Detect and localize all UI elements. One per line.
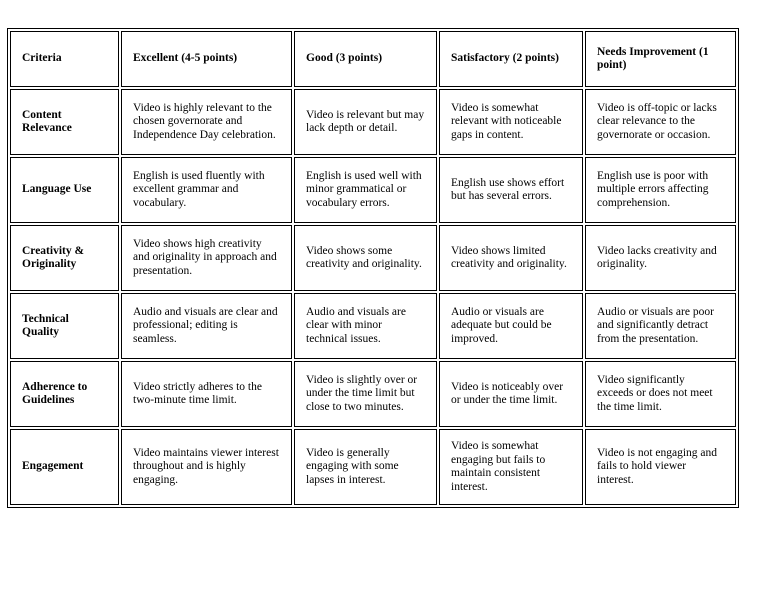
needs-improvement-cell: Video significantly exceeds or does not meet the time limit. (585, 361, 736, 427)
rubric-table (7, 28, 739, 508)
criterion-cell: Language Use (10, 157, 119, 223)
good-cell: Video is slightly over or under the time limit but close to two minutes. (294, 361, 437, 427)
needs-improvement-cell: Video is off-topic or lacks clear relevance to the governorate or occasion. (585, 89, 736, 155)
good-cell: Video is generally engaging with some lapses in interest. (294, 429, 437, 505)
good-cell: Audio and visuals are clear with minor technical issues. (294, 293, 437, 359)
table-row (10, 293, 736, 359)
header-satisfactory: Satisfactory (2 points) (439, 31, 583, 87)
excellent-cell: Video is highly relevant to the chosen governorate and Independence Day celebration. (121, 89, 292, 155)
satisfactory-cell: Audio or visuals are adequate but could be improved. (439, 293, 583, 359)
needs-improvement-cell: Audio or visuals are poor and significantly detract from the presentation. (585, 293, 736, 359)
good-cell: Video is relevant but may lack depth or detail. (294, 89, 437, 155)
criterion-cell: Creativity & Originality (10, 225, 119, 291)
satisfactory-cell: English use shows effort but has several errors. (439, 157, 583, 223)
excellent-cell: Video maintains viewer interest throughout and is highly engaging. (121, 429, 292, 505)
table-header-row (10, 31, 736, 87)
satisfactory-cell: Video is noticeably over or under the time limit. (439, 361, 583, 427)
criterion-cell: Engagement (10, 429, 119, 505)
needs-improvement-cell: English use is poor with multiple errors affecting comprehension. (585, 157, 736, 223)
satisfactory-cell: Video shows limited creativity and originality. (439, 225, 583, 291)
table-row (10, 225, 736, 291)
table-row (10, 429, 736, 505)
header-needs-improvement: Needs Improvement (1 point) (585, 31, 736, 87)
good-cell: Video shows some creativity and originality. (294, 225, 437, 291)
table-row (10, 361, 736, 427)
rubric-container (7, 28, 739, 508)
excellent-cell: Video strictly adheres to the two-minute time limit. (121, 361, 292, 427)
criterion-cell: Adherence to Guidelines (10, 361, 119, 427)
table-row (10, 157, 736, 223)
header-excellent: Excellent (4-5 points) (121, 31, 292, 87)
needs-improvement-cell: Video lacks creativity and originality. (585, 225, 736, 291)
satisfactory-cell: Video is somewhat relevant with noticeable gaps in content. (439, 89, 583, 155)
header-criteria: Criteria (10, 31, 119, 87)
excellent-cell: Audio and visuals are clear and professional; editing is seamless. (121, 293, 292, 359)
excellent-cell: Video shows high creativity and originality in approach and presentation. (121, 225, 292, 291)
criterion-cell: Content Relevance (10, 89, 119, 155)
table-row (10, 89, 736, 155)
good-cell: English is used well with minor grammatical or vocabulary errors. (294, 157, 437, 223)
header-good: Good (3 points) (294, 31, 437, 87)
needs-improvement-cell: Video is not engaging and fails to hold viewer interest. (585, 429, 736, 505)
criterion-cell: Technical Quality (10, 293, 119, 359)
satisfactory-cell: Video is somewhat engaging but fails to maintain consistent interest. (439, 429, 583, 505)
excellent-cell: English is used fluently with excellent grammar and vocabulary. (121, 157, 292, 223)
